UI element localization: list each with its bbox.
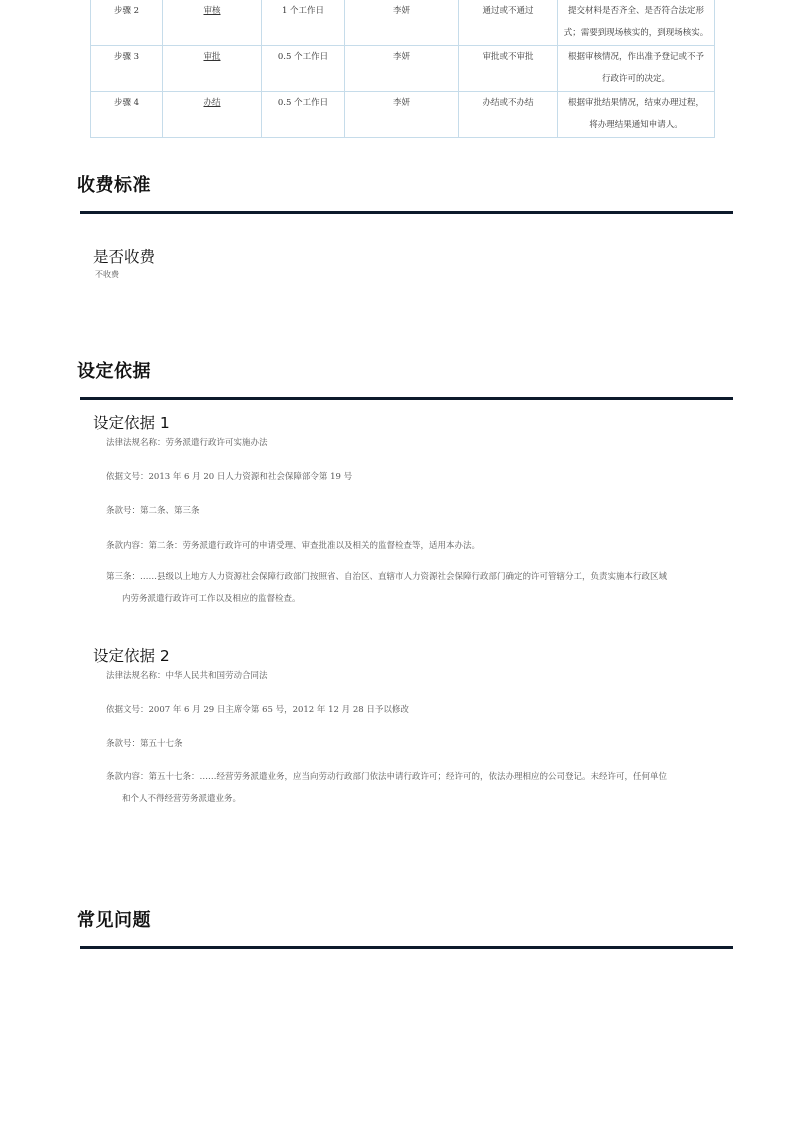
basis-clause-extra <box>106 566 686 610</box>
basis-section-title: 设定依据 <box>77 361 151 382</box>
person-cell: 李妍 <box>345 46 459 92</box>
desc-line: 式；需要到现场核实的，到现场核实。 <box>563 28 709 38</box>
step-link-cell[interactable] <box>163 92 262 138</box>
time-cell: 0.5 个工作日 <box>262 92 345 138</box>
table-row <box>91 0 715 46</box>
result-cell: 办结或不办结 <box>459 92 558 138</box>
desc-line: 根据审核情况，作出准予登记或不予 <box>567 52 704 62</box>
person-cell: 李妍 <box>345 92 459 138</box>
basis-clause-content <box>106 766 686 810</box>
fee-answer: 不收费 <box>95 270 119 279</box>
section-divider <box>80 946 733 949</box>
step-link[interactable]: 审批 <box>203 52 221 62</box>
steps-table <box>90 0 715 138</box>
step-link-cell[interactable] <box>163 0 262 46</box>
desc-cell <box>558 0 715 46</box>
result-cell: 通过或不通过 <box>459 0 558 46</box>
desc-line: 根据审批结果情况，结束办理过程， <box>567 98 704 108</box>
step-link[interactable]: 审核 <box>203 6 221 16</box>
fee-question: 是否收费 <box>93 248 156 266</box>
basis-law-name: 法律法规名称：劳务派遣行政许可实施办法 <box>106 438 268 448</box>
person-cell: 李妍 <box>345 0 459 46</box>
basis-extra-line: 内劳务派遣行政许可工作以及相应的监督检查。 <box>122 594 301 604</box>
basis-clause-number: 条款号：第五十七条 <box>106 739 183 749</box>
step-cell: 步骤 4 <box>91 92 163 138</box>
table-row <box>91 92 715 138</box>
section-divider <box>80 211 733 214</box>
basis-content-line: 和个人不得经营劳务派遣业务。 <box>122 794 242 804</box>
section-divider <box>80 397 733 400</box>
step-cell: 步骤 2 <box>91 0 163 46</box>
step-link[interactable]: 办结 <box>203 98 221 108</box>
step-cell: 步骤 3 <box>91 46 163 92</box>
step-link-cell[interactable] <box>163 46 262 92</box>
faq-section-title: 常见问题 <box>77 910 151 931</box>
table-row <box>91 46 715 92</box>
desc-line: 将办理结果通知申请人。 <box>589 120 683 130</box>
basis-clause-content: 条款内容：第二条：劳务派遣行政许可的申请受理、审查批准以及相关的监督检查等，适用本办法。 <box>106 541 481 551</box>
fee-section-title: 收费标准 <box>77 175 151 196</box>
time-cell: 1 个工作日 <box>262 0 345 46</box>
desc-line: 行政许可的决定。 <box>601 74 670 84</box>
desc-cell <box>558 92 715 138</box>
result-cell: 审批或不审批 <box>459 46 558 92</box>
basis-heading: 设定依据 1 <box>93 414 170 432</box>
basis-doc-number: 依据文号：2007 年 6 月 29 日主席令第 65 号，2012 年 12 月 28 日予以修改 <box>106 705 409 715</box>
basis-doc-number: 依据文号：2013 年 6 月 20 日人力资源和社会保障部令第 19 号 <box>106 472 353 482</box>
basis-extra-line: 第三条：……县级以上地方人力资源社会保障行政部门按照省、自治区、直辖市人力资源社会保障行政部门确定的许可管辖分工，负责实施本行政区域 <box>106 572 668 582</box>
desc-cell <box>558 46 715 92</box>
basis-content-line: 条款内容：第五十七条：……经营劳务派遣业务，应当向劳动行政部门依法申请行政许可；经许可的，依法办理相应的公司登记。未经许可，任何单位 <box>106 772 668 782</box>
time-cell: 0.5 个工作日 <box>262 46 345 92</box>
basis-clause-number: 条款号：第二条、第三条 <box>106 506 200 516</box>
desc-line: 提交材料是否齐全、是否符合法定形 <box>567 6 704 16</box>
basis-law-name: 法律法规名称：中华人民共和国劳动合同法 <box>106 671 268 681</box>
basis-heading: 设定依据 2 <box>93 647 170 665</box>
